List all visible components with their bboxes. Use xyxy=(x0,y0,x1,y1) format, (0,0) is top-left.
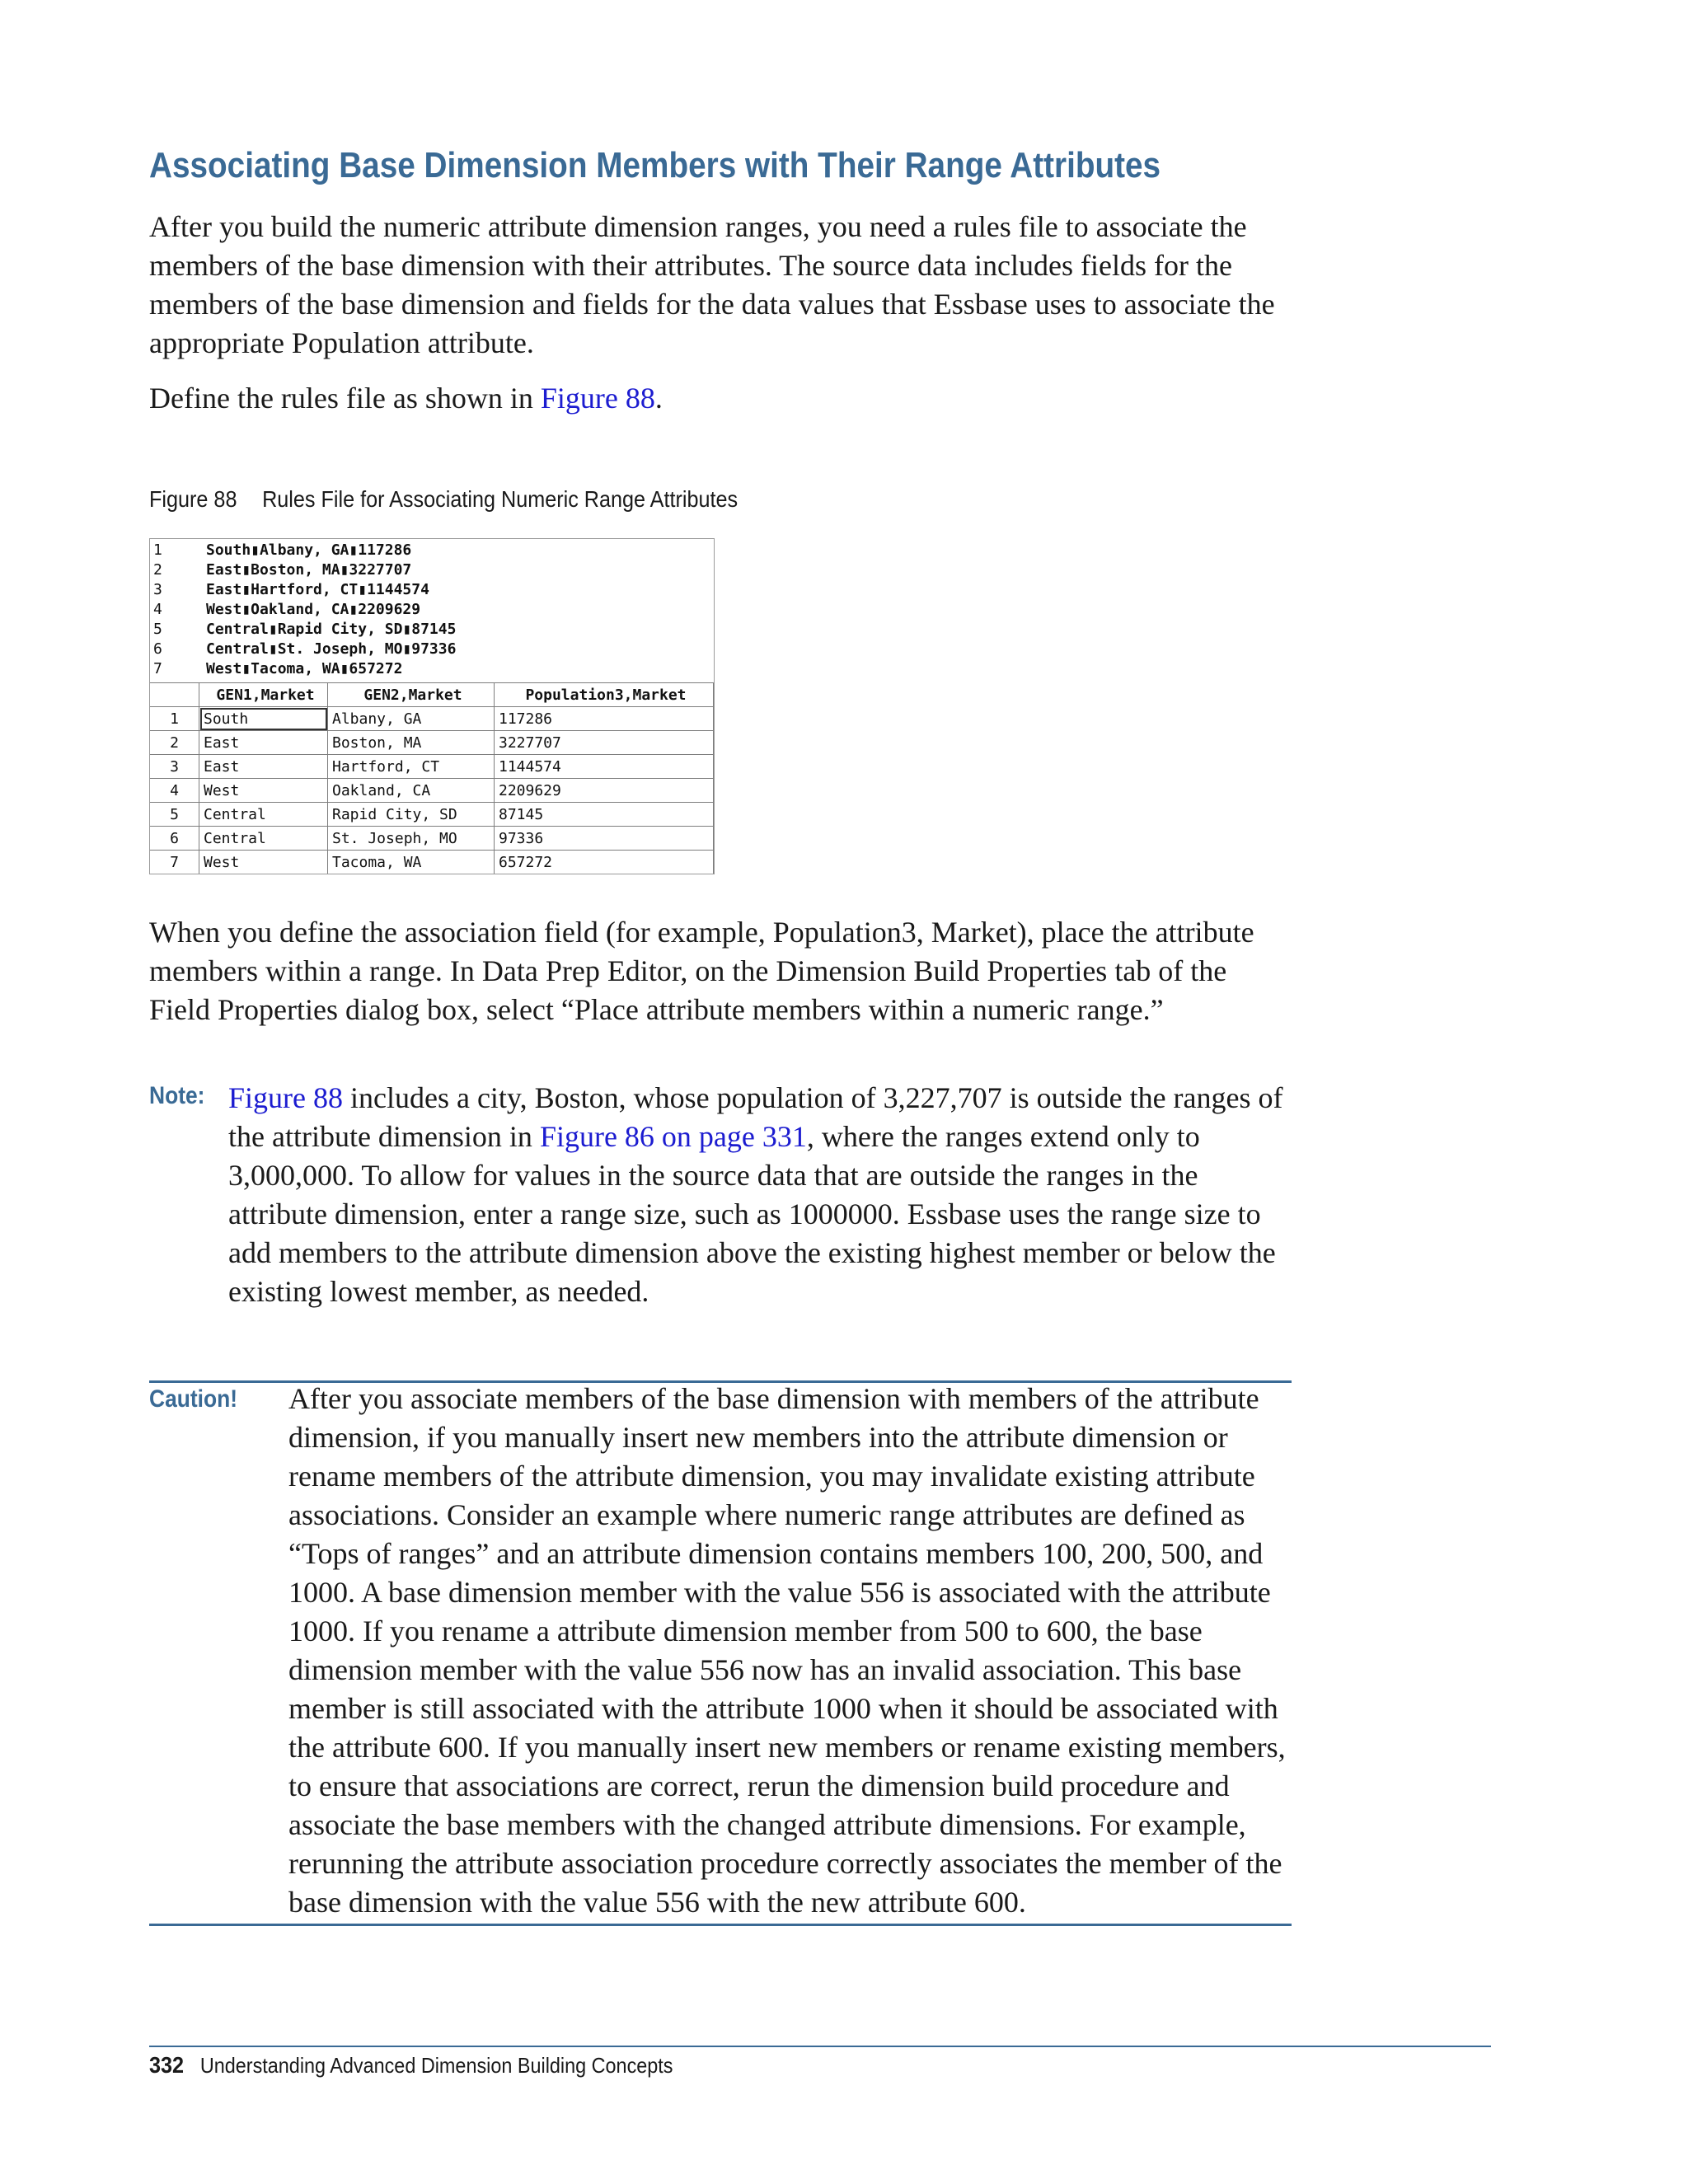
source-line-number: 3 xyxy=(153,581,162,598)
table-row xyxy=(150,827,714,851)
source-line-text: South▮Albany, GA▮117286 xyxy=(206,541,412,559)
grid-cell[interactable]: Hartford, CT xyxy=(328,755,495,779)
grid-cell[interactable]: St. Joseph, MO xyxy=(328,827,495,851)
row-number: 3 xyxy=(150,755,199,779)
page-footer xyxy=(149,2052,673,2079)
table-row xyxy=(150,707,714,731)
source-line-number: 4 xyxy=(153,601,162,618)
grid-cell[interactable]: East xyxy=(199,755,328,779)
grid-cell[interactable]: 87145 xyxy=(495,803,714,827)
grid-cell[interactable]: East xyxy=(199,731,328,755)
grid-cell[interactable]: 3227707 xyxy=(495,731,714,755)
note-text: , where the ranges extend only to 3,000,000. To allow for values in the source data that are outside the ranges in the attribute dimension, enter a range size, such as 1000000. Essbase uses the range size to add members to the attribute dimension above the existing highest member or below the existing lowest member, as needed. xyxy=(228,1120,1276,1308)
define-paragraph xyxy=(149,379,1295,418)
source-line xyxy=(150,580,714,600)
source-line-number: 1 xyxy=(153,541,162,559)
grid-cell[interactable]: Central xyxy=(199,827,328,851)
caution-body: After you associate members of the base dimension with members of the attribute dimension, if you manually insert new members into the attribute dimension or rename members of the attribute dimension, you may invalidate existing attribute associations. Consider an example where numeric range attributes are defined as “Tops of ranges” and an attribute dimension contains members 100, 200, 500, and 1000. A base dimension member with the value 556 is associated with the attribute 1000. If you rename a attribute dimension member from 500 to 600, the base dimension member with the value 556 now has an invalid association. This base member is still associated with the attribute 1000 when it should be associated with the attribute 600. If you manually insert new members or rename existing members, to ensure that associations are correct, rerun the dimension build procedure and associate the base members with the changed attribute dimensions. For example, rerunning the attribute association procedure correctly associates the member of the base dimension with the value 556 with the new attribute 600. xyxy=(288,1382,1286,1919)
source-line xyxy=(150,600,714,620)
figure-caption xyxy=(149,486,738,513)
grid-cell[interactable]: Boston, MA xyxy=(328,731,495,755)
note-text: includes a city, Boston, whose population of 3,227,707 is outside the ranges of the attribute dimension in xyxy=(228,1081,1283,1153)
grid-cell[interactable]: Rapid City, SD xyxy=(328,803,495,827)
row-number: 1 xyxy=(150,707,199,731)
source-line-text: East▮Boston, MA▮3227707 xyxy=(206,561,412,579)
rules-file-figure xyxy=(149,538,715,874)
table-row xyxy=(150,731,714,755)
grid-cell[interactable]: South xyxy=(199,707,328,731)
grid-cell[interactable]: West xyxy=(199,851,328,874)
source-line-text: East▮Hartford, CT▮1144574 xyxy=(206,581,429,598)
figure-86-link[interactable]: Figure 86 on page 331 xyxy=(539,1120,807,1153)
table-row xyxy=(150,779,714,803)
figure-88-link[interactable]: Figure 88 xyxy=(540,382,655,415)
note-label: Note: xyxy=(149,1082,205,1109)
column-header[interactable]: GEN2,Market xyxy=(328,683,495,707)
grid-header-row xyxy=(150,683,714,707)
caution-label: Caution! xyxy=(149,1385,238,1413)
source-line-text: Central▮St. Joseph, MO▮97336 xyxy=(206,640,457,658)
row-number: 6 xyxy=(150,827,199,851)
source-line xyxy=(150,659,714,679)
source-line xyxy=(150,640,714,659)
grid-cell[interactable]: Oakland, CA xyxy=(328,779,495,803)
row-number-header xyxy=(150,683,199,707)
source-line xyxy=(150,560,714,580)
row-number: 2 xyxy=(150,731,199,755)
source-line-number: 5 xyxy=(153,621,162,638)
grid-cell[interactable]: 657272 xyxy=(495,851,714,874)
table-row xyxy=(150,755,714,779)
chapter-title: Understanding Advanced Dimension Building Concepts xyxy=(199,2053,673,2078)
section-heading: Associating Base Dimension Members with Their Range Attributes xyxy=(149,145,1161,185)
note-body xyxy=(228,1079,1296,1311)
table-row xyxy=(150,851,714,874)
grid-cell[interactable]: Albany, GA xyxy=(328,707,495,731)
define-text: Define the rules file as shown in xyxy=(149,382,541,415)
page-number: 332 xyxy=(149,2052,185,2078)
grid-cell[interactable]: 2209629 xyxy=(495,779,714,803)
source-line-number: 7 xyxy=(153,660,162,677)
source-line xyxy=(150,541,714,560)
grid-cell[interactable]: 97336 xyxy=(495,827,714,851)
row-number: 7 xyxy=(150,851,199,874)
define-text-end: . xyxy=(654,382,663,415)
row-number: 4 xyxy=(150,779,199,803)
source-line-number: 6 xyxy=(153,640,162,658)
column-header[interactable]: GEN1,Market xyxy=(199,683,328,707)
row-number: 5 xyxy=(150,803,199,827)
figure-title: Rules File for Associating Numeric Range Attributes xyxy=(262,486,738,512)
source-line-number: 2 xyxy=(153,561,162,579)
source-line xyxy=(150,620,714,640)
grid-cell[interactable]: 1144574 xyxy=(495,755,714,779)
grid-cell[interactable]: West xyxy=(199,779,328,803)
grid-cell[interactable]: 117286 xyxy=(495,707,714,731)
column-header[interactable]: Population3,Market xyxy=(495,683,714,707)
intro-paragraph: After you build the numeric attribute dimension ranges, you need a rules file to associate the members of the base dimension with their attributes. The source data includes fields for the members of the base dimension and fields for the data values that Essbase uses to associate the appropriate Population attribute. xyxy=(149,210,1275,359)
source-line-text: West▮Oakland, CA▮2209629 xyxy=(206,601,421,618)
source-data-lines xyxy=(150,541,714,679)
field-grid xyxy=(150,682,714,874)
footer-rule xyxy=(149,2046,1491,2047)
figure-88-link[interactable]: Figure 88 xyxy=(228,1081,343,1114)
grid-cell[interactable]: Tacoma, WA xyxy=(328,851,495,874)
source-line-text: Central▮Rapid City, SD▮87145 xyxy=(206,621,457,638)
table-row xyxy=(150,803,714,827)
figure-label: Figure 88 xyxy=(149,486,237,512)
source-line-text: West▮Tacoma, WA▮657272 xyxy=(206,660,403,677)
grid-cell[interactable]: Central xyxy=(199,803,328,827)
caution-bottom-rule xyxy=(149,1924,1292,1926)
association-paragraph: When you define the association field (for example, Population3, Market), place the attribute members within a range. In Data Prep Editor, on the Dimension Build Properties tab of the Field Properties dialog box, select “Place attribute members within a numeric range.” xyxy=(149,916,1254,1026)
